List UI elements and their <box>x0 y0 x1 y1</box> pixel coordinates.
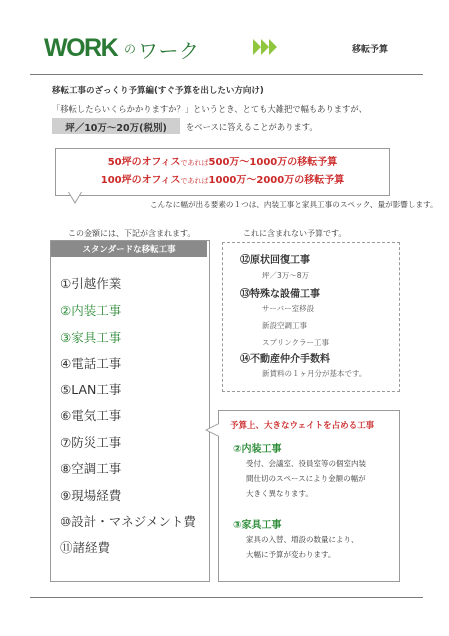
list-item: ②内装工事 <box>60 303 122 318</box>
callout-line-1 <box>55 153 390 168</box>
excluded-detail: スプリンクラー工事 <box>262 338 330 347</box>
list-item: ⑨現場経費 <box>60 488 122 503</box>
list-item: ⑩設計・マネジメント費 <box>60 514 196 529</box>
furniture-work-text: 家具の入替、増設の数量により、 <box>246 535 359 544</box>
chevron-icon <box>253 39 261 55</box>
excluded-item: ⑭不動産仲介手数料 <box>240 354 330 365</box>
excluded-detail: 新設空調工事 <box>262 321 307 330</box>
furniture-work-text: 大幅に予算が変わります。 <box>246 550 336 559</box>
interior-work-text: 間仕切のスペースにより金額の幅が <box>246 474 366 483</box>
highlight-text: 坪／10万〜20万(税別) <box>65 123 167 134</box>
footer-divider <box>30 597 423 598</box>
intro-text: 「移転したらいくらかかりますか？」というとき、とても大雑把で幅もありますが、 <box>52 104 367 114</box>
section-title: 移転工事のざっくり予算編(すぐ予算を出したい方向け) <box>52 86 264 96</box>
chevron-icon <box>269 39 277 55</box>
callout-connector: であれば <box>180 159 209 167</box>
callout-budget-100: 1000万〜2000万の移転予算 <box>208 175 345 186</box>
list-item: ⑦防災工事 <box>60 435 122 450</box>
header-divider <box>30 74 423 75</box>
excluded-detail: 坪／3万〜8万 <box>262 271 310 280</box>
list-item: ④電話工事 <box>60 356 122 371</box>
callout-office-50: 50坪のオフィス <box>107 157 181 168</box>
callout-office-100: 100坪のオフィス <box>100 175 181 186</box>
list-item: ⑤LAN工事 <box>60 382 122 397</box>
callout-connector: であれば <box>180 177 209 185</box>
chevron-icon <box>261 39 269 55</box>
furniture-work-title: ③家具工事 <box>233 520 282 531</box>
list-item: ⑥電気工事 <box>60 408 122 423</box>
excluded-caption: これに含まれない予算です。 <box>243 229 347 238</box>
list-item: ⑪諸経費 <box>60 540 111 555</box>
interior-work-text: 受付、会議室、役員室等の個室内装 <box>246 459 366 468</box>
excluded-detail: 新賃料の１ヶ月分が基本です。 <box>262 369 367 378</box>
page-label: 移転予算 <box>352 45 389 55</box>
list-item: ①引越作業 <box>60 276 122 291</box>
excluded-detail: サーバー室移設 <box>262 304 315 313</box>
included-caption: この金額には、下記が含まれます。 <box>68 229 196 238</box>
logo-no: の <box>124 42 137 56</box>
weight-title: 予算上、大きなウェイトを占める工事 <box>230 421 375 431</box>
list-item: ③家具工事 <box>60 330 122 345</box>
excluded-item: ⑬特殊な設備工事 <box>240 289 320 300</box>
logo-kana: ワーク <box>138 39 200 63</box>
highlight-after-text: をベースに答えることがあります。 <box>186 122 318 132</box>
standard-work-heading: スタンダードな移転工事 <box>82 245 176 255</box>
interior-work-text: 大きく異なります。 <box>246 489 313 498</box>
interior-work-title: ②内装工事 <box>233 444 282 455</box>
logo-work: WORK <box>44 34 118 62</box>
excluded-item: ⑫原状回復工事 <box>240 255 310 266</box>
list-item: ⑧空調工事 <box>60 461 122 476</box>
range-note: こんなに幅が出る要素の１つは、内装工事と家具工事のスペック、量が影響します。 <box>150 200 438 209</box>
callout-line-2 <box>55 171 390 186</box>
callout-budget-50: 500万〜1000万の移転予算 <box>208 157 338 168</box>
